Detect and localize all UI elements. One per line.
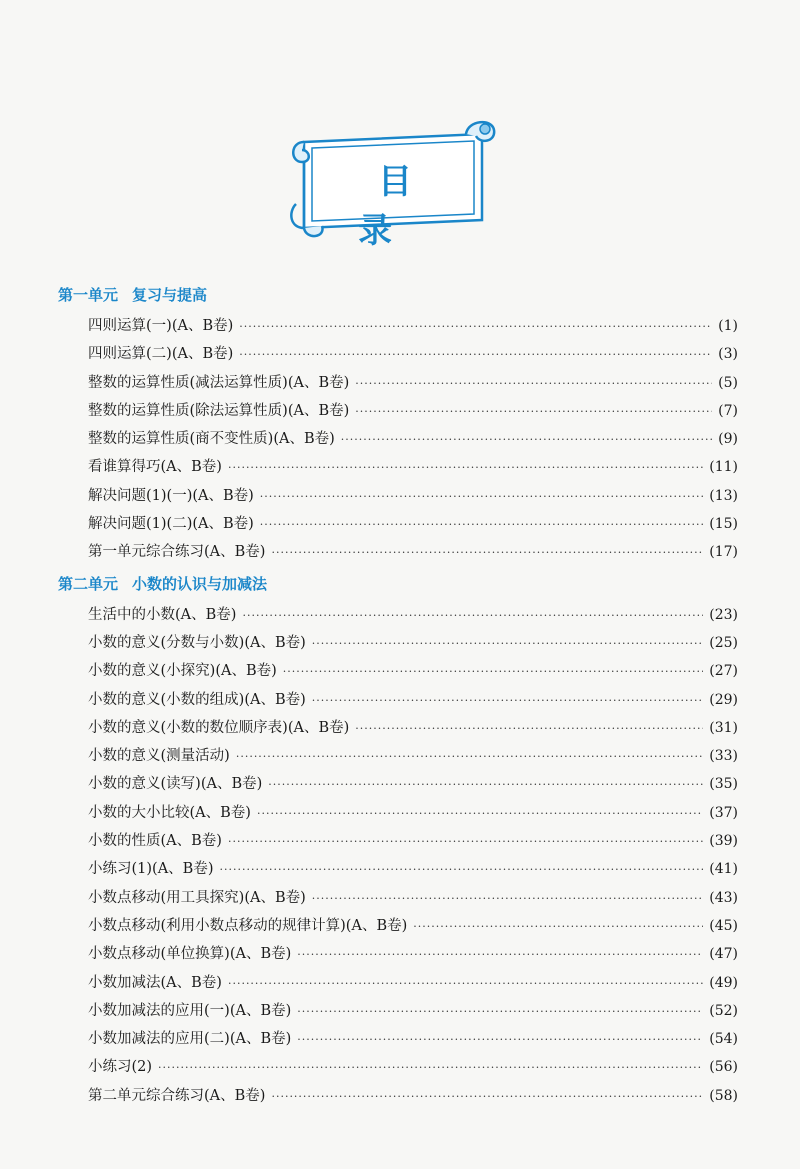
entry-page-number: (29)	[709, 691, 738, 708]
entry-title: 小数的意义(读写)(A、B卷)	[88, 776, 263, 793]
entry-title: 生活中的小数(A、B卷)	[88, 606, 237, 623]
entry-title: 四则运算(二)(A、B卷)	[88, 346, 234, 363]
dot-leader	[297, 1026, 703, 1054]
entry-title: 小数的意义(小数的组成)(A、B卷)	[88, 691, 306, 708]
dot-leader	[239, 341, 712, 369]
toc-entry[interactable]	[58, 827, 738, 855]
toc-entry[interactable]	[58, 1025, 738, 1053]
dot-leader	[271, 539, 703, 567]
entry-title: 整数的运算性质(除法运算性质)(A、B卷)	[88, 402, 350, 419]
toc-entry[interactable]	[58, 425, 738, 453]
entry-title: 小练习(2)	[88, 1059, 153, 1076]
dot-leader	[257, 800, 703, 828]
entry-title: 解决问题(1)(二)(A、B卷)	[88, 516, 254, 533]
toc-entry[interactable]	[58, 1053, 738, 1081]
toc-entry[interactable]	[58, 369, 738, 397]
unit-number: 第一单元	[58, 286, 119, 304]
dot-leader	[413, 913, 703, 941]
dot-leader	[239, 313, 712, 341]
entry-page-number: (11)	[709, 459, 738, 476]
dot-leader	[268, 771, 703, 799]
dot-leader	[228, 970, 703, 998]
toc-entry[interactable]	[58, 686, 738, 714]
dot-leader	[228, 828, 703, 856]
toc-entry[interactable]	[58, 510, 738, 538]
entry-title: 小数的性质(A、B卷)	[88, 833, 222, 850]
entry-page-number: (49)	[709, 974, 738, 991]
toc-entry[interactable]	[58, 340, 738, 368]
entry-page-number: (47)	[709, 946, 738, 963]
entry-page-number: (41)	[709, 861, 738, 878]
table-of-contents	[58, 282, 738, 1110]
toc-entry[interactable]	[58, 714, 738, 742]
entry-title: 第二单元综合练习(A、B卷)	[88, 1087, 266, 1104]
entry-title: 小数的大小比较(A、B卷)	[88, 804, 251, 821]
dot-leader	[355, 398, 712, 426]
dot-leader	[297, 998, 703, 1026]
toc-entry[interactable]	[58, 629, 738, 657]
unit-name: 复习与提高	[132, 286, 208, 304]
toc-entry[interactable]	[58, 940, 738, 968]
entry-title: 看谁算得巧(A、B卷)	[88, 459, 222, 476]
entry-title: 小数加减法(A、B卷)	[88, 974, 222, 991]
unit-heading	[58, 282, 738, 308]
entry-title: 小数加减法的应用(一)(A、B卷)	[88, 1002, 292, 1019]
entry-page-number: (31)	[709, 719, 738, 736]
entry-page-number: (43)	[709, 889, 738, 906]
entry-page-number: (52)	[709, 1002, 738, 1019]
toc-entry[interactable]	[58, 855, 738, 883]
entry-title: 小数点移动(利用小数点移动的规律计算)(A、B卷)	[88, 917, 408, 934]
entry-page-number: (58)	[709, 1087, 738, 1104]
entry-title: 小数加减法的应用(二)(A、B卷)	[88, 1031, 292, 1048]
entry-page-number: (13)	[709, 487, 738, 504]
entry-title: 小数的意义(测量活动)	[88, 748, 230, 765]
entry-title: 第一单元综合练习(A、B卷)	[88, 544, 266, 561]
entry-title: 小数的意义(小探究)(A、B卷)	[88, 663, 277, 680]
entry-page-number: (45)	[709, 917, 738, 934]
entry-page-number: (9)	[718, 431, 738, 448]
entry-page-number: (7)	[718, 402, 738, 419]
unit-heading	[58, 571, 738, 597]
dot-leader	[260, 511, 703, 539]
toc-entry[interactable]	[58, 657, 738, 685]
entry-title: 整数的运算性质(商不变性质)(A、B卷)	[88, 431, 335, 448]
entry-page-number: (56)	[709, 1059, 738, 1076]
entry-page-number: (3)	[718, 346, 738, 363]
entry-page-number: (25)	[709, 634, 738, 651]
toc-entry[interactable]	[58, 312, 738, 340]
dot-leader	[228, 454, 703, 482]
entry-title: 四则运算(一)(A、B卷)	[88, 318, 234, 334]
toc-entry[interactable]	[58, 1082, 738, 1110]
unit-name: 小数的认识与加减法	[132, 574, 268, 593]
dot-leader	[219, 856, 703, 884]
toc-entry[interactable]	[58, 601, 738, 629]
entry-title: 解决问题(1)(一)(A、B卷)	[88, 487, 254, 504]
toc-entry[interactable]	[58, 453, 738, 481]
toc-entry[interactable]	[58, 538, 738, 566]
entry-page-number: (39)	[709, 833, 738, 850]
entry-title: 小数的意义(小数的数位顺序表)(A、B卷)	[88, 719, 350, 736]
toc-entry[interactable]	[58, 912, 738, 940]
dot-leader	[260, 483, 703, 511]
dot-leader	[312, 885, 703, 913]
page-title: 目 录	[358, 162, 452, 251]
entry-page-number: (15)	[709, 516, 738, 533]
dot-leader	[355, 370, 712, 398]
toc-entry[interactable]	[58, 482, 738, 510]
toc-entry[interactable]	[58, 770, 738, 798]
toc-entry[interactable]	[58, 997, 738, 1025]
dot-leader	[242, 602, 703, 630]
entry-page-number: (23)	[709, 606, 738, 623]
entry-title: 小数点移动(用工具探究)(A、B卷)	[88, 889, 306, 906]
toc-entry[interactable]	[58, 799, 738, 827]
dot-leader	[271, 1083, 703, 1111]
entry-page-number: (54)	[709, 1031, 738, 1048]
entry-title: 小数点移动(单位换算)(A、B卷)	[88, 946, 292, 963]
entry-page-number: (5)	[718, 374, 738, 391]
entry-title: 整数的运算性质(减法运算性质)(A、B卷)	[88, 374, 350, 391]
scroll-banner	[286, 112, 500, 251]
dot-leader	[297, 941, 703, 969]
dot-leader	[283, 658, 703, 686]
dot-leader	[341, 426, 712, 454]
entry-page-number: (35)	[709, 776, 738, 793]
entry-page-number: (33)	[709, 748, 738, 765]
toc-entry[interactable]	[58, 969, 738, 997]
dot-leader	[236, 743, 703, 771]
dot-leader	[312, 630, 703, 658]
toc-units	[58, 282, 738, 1110]
entry-title: 小练习(1)(A、B卷)	[88, 861, 214, 878]
unit-number: 第二单元	[58, 574, 119, 593]
dot-leader	[312, 687, 703, 715]
entry-page-number: (17)	[709, 544, 738, 561]
dot-leader	[158, 1054, 703, 1082]
entry-page-number: (37)	[709, 804, 738, 821]
dot-leader	[355, 715, 703, 743]
toc-entry[interactable]	[58, 397, 738, 425]
entry-page-number: (27)	[709, 663, 738, 680]
entry-page-number: (1)	[718, 318, 738, 334]
toc-entry[interactable]	[58, 884, 738, 912]
entry-title: 小数的意义(分数与小数)(A、B卷)	[88, 634, 306, 651]
toc-entry[interactable]	[58, 742, 738, 770]
